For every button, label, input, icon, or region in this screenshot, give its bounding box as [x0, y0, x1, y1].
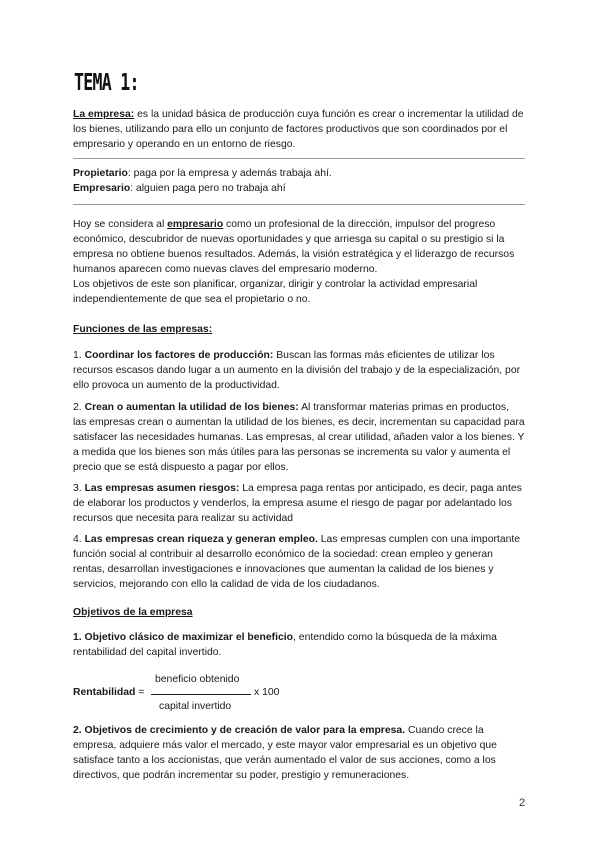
intro-pre: Hoy se considera al [73, 219, 168, 230]
page-number: 2 [519, 797, 526, 809]
function-item: 4. Las empresas crean riqueza y generan empleo. Las empresas cumplen con una importante función social al contribuir al desarrollo económico de la sociedad: crean empleo y generan rentas, desarrollan investigaciones e innovaciones que aumentan la calidad de los bienes y servicios, mejorando con ello la calidad de vida de los ciudadanos. [73, 534, 521, 590]
role-entrepreneur-text: : alguien paga pero no trabaja ahí [130, 183, 286, 194]
function-item: 2. Crean o aumentan la utilidad de los bienes: Al transformar materias primas en productos, las empresas crean o aumentan la utilidad de los bienes, es decir, incrementan su capacidad para satisfacer las necesidades humanas. Las empresas, al crear utilidad, añaden valor a los bienes. Y a medida que los bienes son más útiles para las personas se incrementa su valor y aumenta el precio que se está dispuesto a pagar por ellos. [73, 402, 525, 473]
definition-text: es la unidad básica de producción cuya función es crear o incrementar la utilidad de los bienes, utilizando para ello un conjunto de factores productivos que son coordinados por el empresario y operando en un entorno de riesgo. [73, 109, 524, 150]
functions-heading: Funciones de las empresas: [73, 324, 213, 335]
formula-denominator: capital invertido [159, 701, 232, 712]
rentabilidad-formula [73, 674, 373, 714]
intro-line2: Los objetivos de este son planificar, organizar, dirigir y controlar la actividad empresarial independientemente de que sea el propietario o no. [73, 279, 478, 305]
role-owner-term: Propietario [73, 168, 128, 179]
divider [73, 204, 525, 205]
function-item: 3. Las empresas asumen riesgos: La empresa paga rentas por anticipado, es decir, paga antes de elaborar los productos y venderlos, la empresa asume el riesgo de pagar por adelantado los recursos que necesita para realizar su actividad [73, 483, 522, 524]
role-entrepreneur [73, 181, 525, 196]
role-entrepreneur-term: Empresario [73, 183, 131, 194]
objectives-heading: Objetivos de la empresa [73, 607, 193, 618]
role-owner-text: : paga por la empresa y además trabaja ahí. [127, 168, 332, 179]
definition-term: La empresa: [73, 109, 135, 120]
divider [73, 158, 525, 159]
role-owner [73, 166, 525, 181]
function-item: 1. Coordinar los factores de producción: Buscan las formas más eficientes de utilizar los recursos escasos dando lugar a un aumento en la división del trabajo y de la especialización, por ello provoca un aumento de la productividad. [73, 350, 521, 391]
company-definition [73, 107, 525, 152]
intro-paragraph [73, 217, 525, 307]
page-title: TEMA 1: [74, 70, 139, 96]
fraction-bar [151, 694, 251, 695]
intro-post: como un profesional de la dirección, impulsor del progreso económico, descubridor de nuevas oportunidades y que arriesga su capital o su prestigio si la empresa no obtiene buenos resultados. Además, la visión estratégica y el liderazgo de recursos humanos aparecen como nuevas claves del empresario moderno. [73, 219, 515, 275]
formula-multiplier: x 100 [254, 687, 280, 698]
formula-numerator: beneficio obtenido [155, 674, 240, 685]
objective-item: 2. Objetivos de crecimiento y de creación de valor para la empresa. Cuando crece la empresa, adquiere más valor el mercado, y este mayor valor empresarial es un objetivo que satisface tanto a los accionistas, que verán aumentado el valor de sus acciones, como a los directivos, que podrán incrementar su poder, prestigio y remuneraciones. [73, 725, 497, 781]
intro-term: empresario [167, 219, 224, 230]
objective-item: 1. Objetivo clásico de maximizar el beneficio, entendido como la búsqueda de la máxima rentabilidad del capital invertido. [73, 632, 497, 658]
formula-label: Rentabilidad = [73, 687, 145, 698]
